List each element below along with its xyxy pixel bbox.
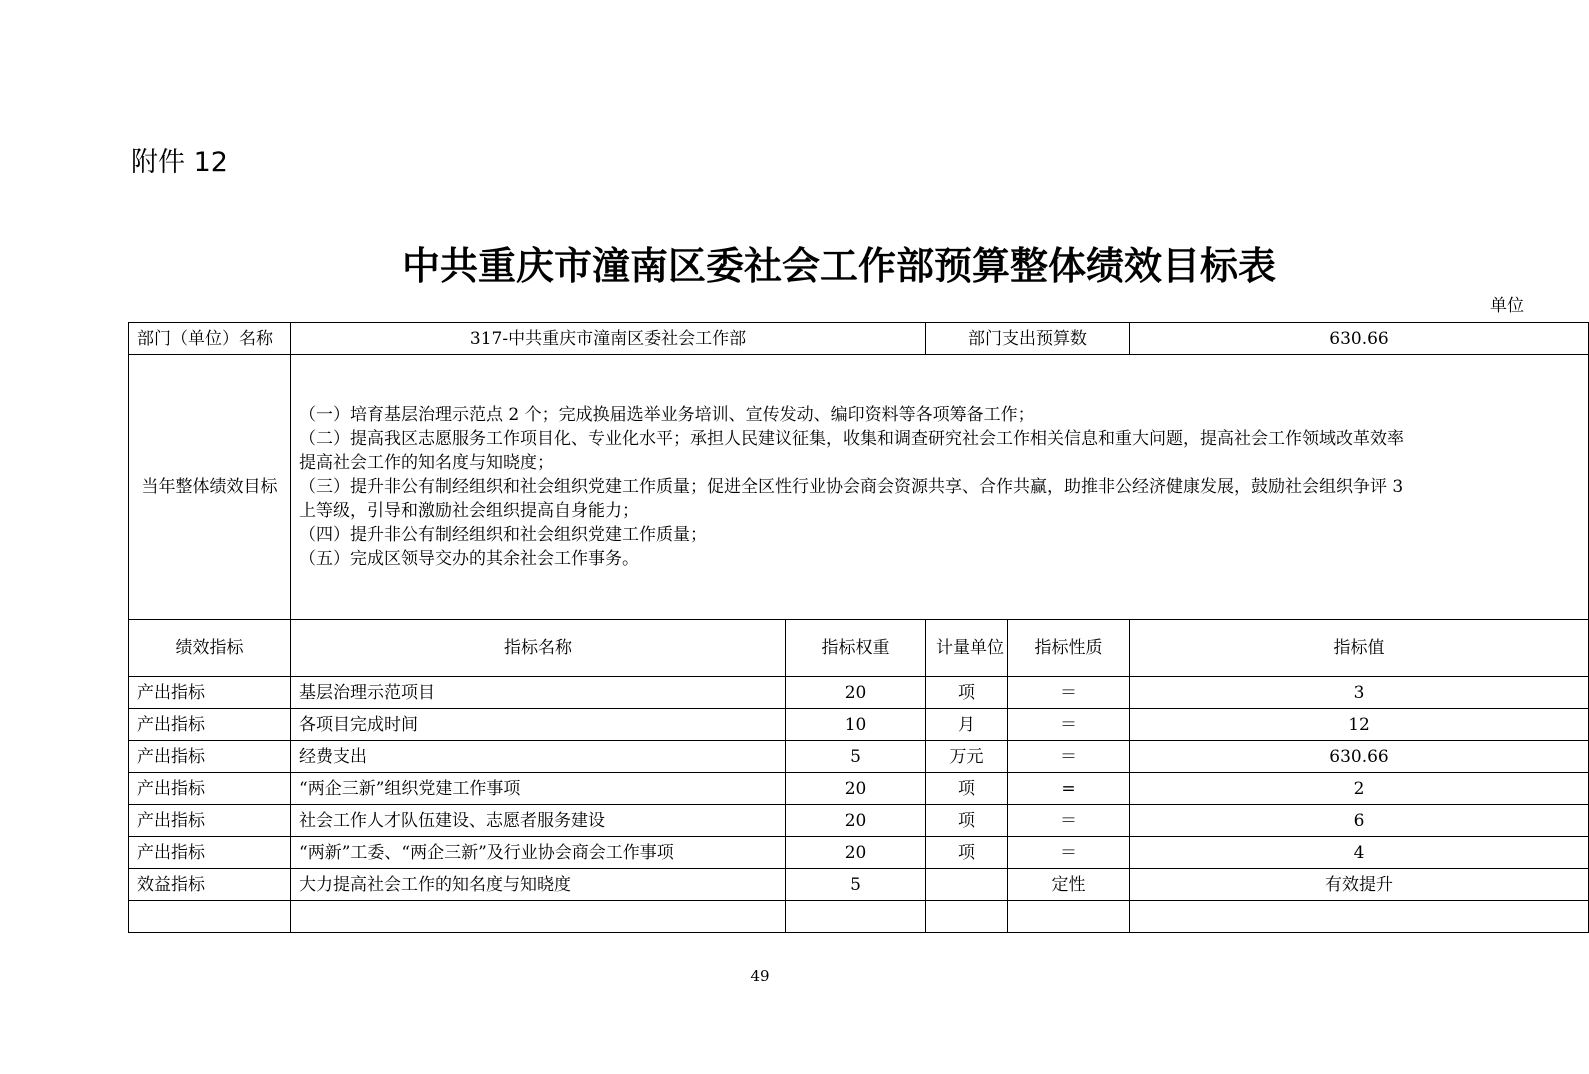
- table-row: [129, 869, 1589, 901]
- row-unit: 万元: [926, 741, 1008, 773]
- table-row: [129, 677, 1589, 709]
- row-value: 有效提升: [1130, 869, 1589, 901]
- row-category: 产出指标: [129, 773, 291, 805]
- goal-line: （三）提升非公有制经组织和社会组织党建工作质量；促进全区性行业协会商会资源共享、合作共赢，助推非公经济健康发展，鼓励社会组织争评 3: [299, 477, 1404, 497]
- empty-cell: [926, 901, 1008, 933]
- row-nature: 定性: [1008, 869, 1130, 901]
- page-number: 49: [750, 967, 770, 985]
- performance-table: [128, 322, 1589, 933]
- row-category: 产出指标: [129, 677, 291, 709]
- table-row: [129, 837, 1589, 869]
- dept-name-label: 部门（单位）名称: [129, 323, 291, 355]
- unit-label: 单位: [1490, 296, 1524, 316]
- row-weight: 20: [786, 805, 926, 837]
- indicator-header-row: [129, 620, 1589, 677]
- header-value: 指标值: [1130, 620, 1589, 677]
- row-weight: 5: [786, 869, 926, 901]
- row-unit: 项: [926, 805, 1008, 837]
- goals-row: [129, 355, 1589, 620]
- empty-row: [129, 901, 1589, 933]
- row-nature: ＝: [1008, 837, 1130, 869]
- row-nature: =: [1008, 773, 1130, 805]
- page-title: 中共重庆市潼南区委社会工作部预算整体绩效目标表: [402, 243, 1277, 288]
- empty-cell: [291, 901, 786, 933]
- row-unit: 项: [926, 773, 1008, 805]
- table-row: [129, 741, 1589, 773]
- row-value: 6: [1130, 805, 1589, 837]
- goals-label: 当年整体绩效目标: [129, 355, 291, 620]
- header-weight: 指标权重: [786, 620, 926, 677]
- row-category: 产出指标: [129, 709, 291, 741]
- row-name: “两企三新”组织党建工作事项: [291, 773, 786, 805]
- performance-table-container: [128, 322, 1520, 928]
- empty-cell: [1130, 901, 1589, 933]
- goals-text: [291, 355, 1589, 620]
- row-nature: ＝: [1008, 709, 1130, 741]
- row-category: 效益指标: [129, 869, 291, 901]
- row-weight: 5: [786, 741, 926, 773]
- row-value: 3: [1130, 677, 1589, 709]
- goal-line: （一）培育基层治理示范点 2 个；完成换届选举业务培训、宣传发动、编印资料等各项筹备工作；: [299, 405, 1035, 425]
- goal-line: （二）提高我区志愿服务工作项目化、专业化水平；承担人民建议征集，收集和调查研究社会工作相关信息和重大问题，提高社会工作领域改革效率: [299, 429, 1404, 449]
- empty-cell: [129, 901, 291, 933]
- row-category: 产出指标: [129, 805, 291, 837]
- table-row: [129, 805, 1589, 837]
- goal-line: （五）完成区领导交办的其余社会工作事务。: [299, 549, 639, 569]
- row-name: 基层治理示范项目: [291, 677, 786, 709]
- budget-label: 部门支出预算数: [926, 323, 1130, 355]
- row-weight: 20: [786, 837, 926, 869]
- dept-name-value: 317-中共重庆市潼南区委社会工作部: [291, 323, 926, 355]
- row-value: 12: [1130, 709, 1589, 741]
- empty-cell: [1008, 901, 1130, 933]
- row-name: 各项目完成时间: [291, 709, 786, 741]
- goal-line: （四）提升非公有制经组织和社会组织党建工作质量；: [299, 525, 707, 545]
- goal-line: 上等级，引导和激励社会组织提高自身能力；: [299, 501, 639, 521]
- row-value: 630.66: [1130, 741, 1589, 773]
- header-unit: 计量单位: [926, 620, 1008, 677]
- row-name: “两新”工委、“两企三新”及行业协会商会工作事项: [291, 837, 786, 869]
- row-unit: 月: [926, 709, 1008, 741]
- row-category: 产出指标: [129, 741, 291, 773]
- row-nature: ＝: [1008, 741, 1130, 773]
- row-weight: 10: [786, 709, 926, 741]
- empty-cell: [786, 901, 926, 933]
- row-weight: 20: [786, 677, 926, 709]
- header-category: 绩效指标: [129, 620, 291, 677]
- row-unit: 项: [926, 677, 1008, 709]
- row-name: 经费支出: [291, 741, 786, 773]
- summary-row: [129, 323, 1589, 355]
- row-name: 大力提高社会工作的知名度与知晓度: [291, 869, 786, 901]
- header-name: 指标名称: [291, 620, 786, 677]
- table-row: [129, 709, 1589, 741]
- row-weight: 20: [786, 773, 926, 805]
- row-category: 产出指标: [129, 837, 291, 869]
- goal-line: 提高社会工作的知名度与知晓度；: [299, 453, 554, 473]
- row-value: 4: [1130, 837, 1589, 869]
- attachment-label: 附件 12: [131, 147, 228, 178]
- row-nature: ＝: [1008, 677, 1130, 709]
- row-value: 2: [1130, 773, 1589, 805]
- row-nature: ＝: [1008, 805, 1130, 837]
- header-nature: 指标性质: [1008, 620, 1130, 677]
- budget-value: 630.66: [1130, 323, 1589, 355]
- row-unit: 项: [926, 837, 1008, 869]
- table-row: [129, 773, 1589, 805]
- row-name: 社会工作人才队伍建设、志愿者服务建设: [291, 805, 786, 837]
- row-unit: [926, 869, 1008, 901]
